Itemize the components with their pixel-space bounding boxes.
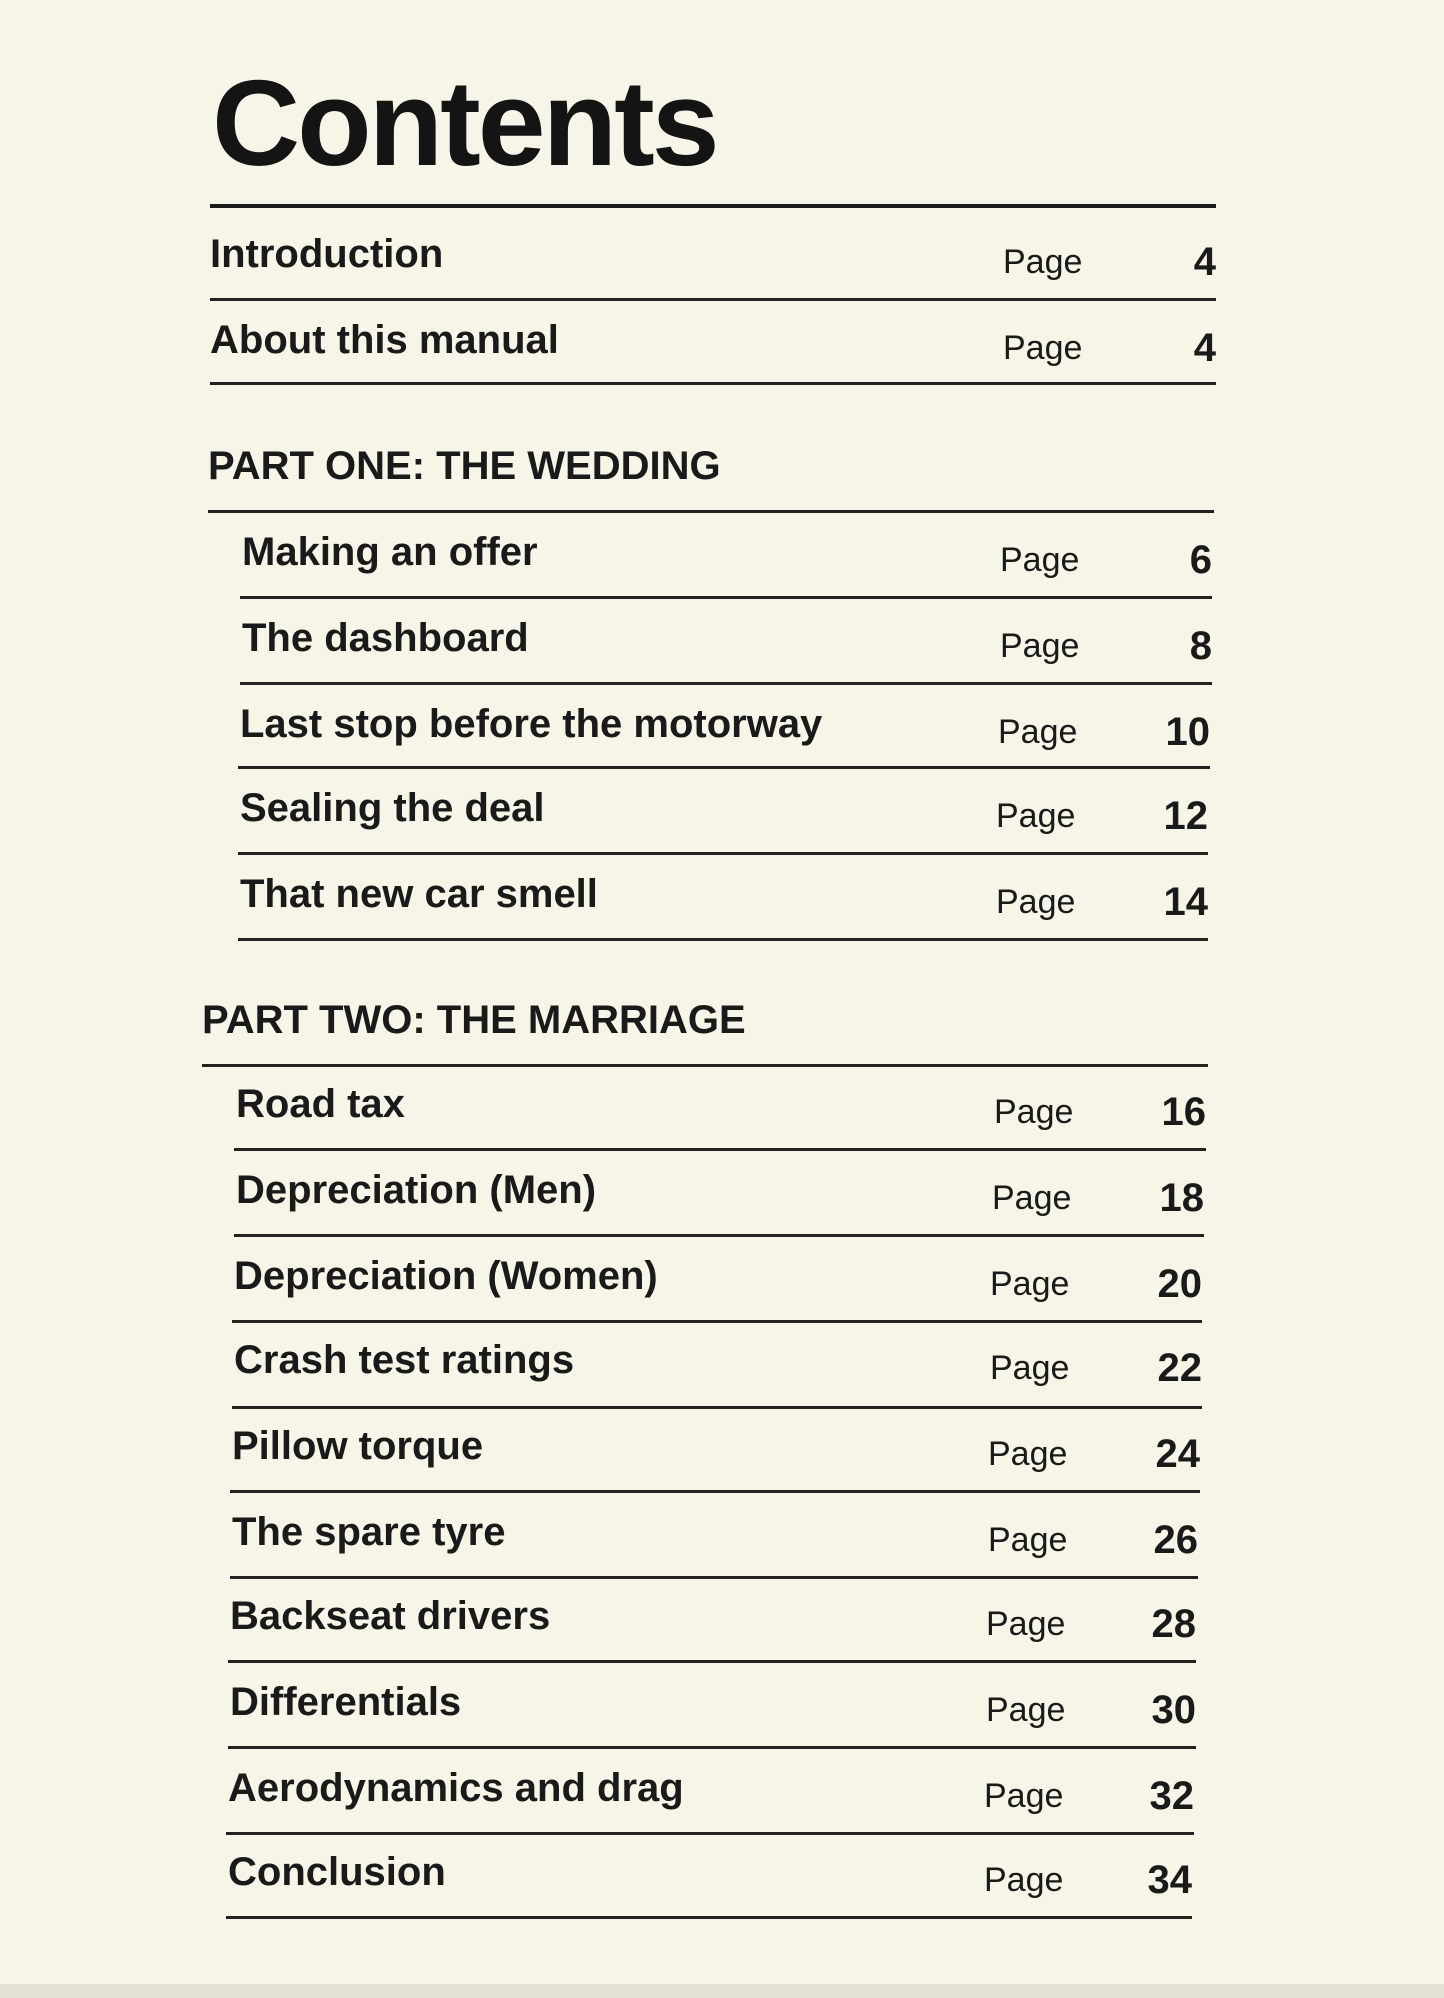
toc-page-word: Page xyxy=(984,1861,1064,1899)
toc-entry-label: Last stop before the motorway xyxy=(240,702,823,746)
part-one-heading: PART ONE: THE WEDDING xyxy=(208,444,721,488)
toc-entry-depreciation-women[interactable] xyxy=(234,1246,1202,1306)
entry-rule xyxy=(240,682,1212,685)
toc-entry-label: That new car smell xyxy=(240,872,598,916)
toc-page-number: 4 xyxy=(1193,326,1216,370)
part-two-rule xyxy=(202,1064,1208,1067)
toc-page-word: Page xyxy=(1003,329,1083,367)
toc-entry-label: Sealing the deal xyxy=(240,786,545,830)
toc-page-word: Page xyxy=(988,1521,1068,1559)
scan-edge xyxy=(0,1984,1444,1998)
toc-page-number: 28 xyxy=(1151,1602,1196,1646)
entry-rule xyxy=(238,766,1210,769)
toc-page-word: Page xyxy=(1000,627,1080,665)
toc-page-number: 18 xyxy=(1159,1176,1204,1220)
entry-rule xyxy=(228,1660,1196,1663)
toc-entry-label: Making an offer xyxy=(242,530,538,574)
toc-page-number: 20 xyxy=(1157,1262,1202,1306)
entry-rule xyxy=(234,1148,1206,1151)
toc-entry-label: Depreciation (Men) xyxy=(236,1168,597,1212)
entry-rule xyxy=(240,596,1212,599)
toc-entry-making-an-offer[interactable] xyxy=(242,522,1212,582)
page-title: Contents xyxy=(212,55,717,191)
toc-entry-label: Road tax xyxy=(236,1082,405,1126)
part-one-rule xyxy=(208,510,1214,513)
toc-entry-the-dashboard[interactable] xyxy=(242,608,1212,668)
toc-entry-label: Backseat drivers xyxy=(230,1594,551,1638)
toc-entry-aerodynamics[interactable] xyxy=(228,1758,1194,1818)
toc-page-word: Page xyxy=(994,1093,1074,1131)
toc-page-number: 30 xyxy=(1151,1688,1196,1732)
toc-entry-spare-tyre[interactable] xyxy=(232,1502,1198,1562)
toc-page-number: 24 xyxy=(1155,1432,1200,1476)
toc-entry-introduction[interactable] xyxy=(210,224,1216,284)
toc-page-word: Page xyxy=(988,1435,1068,1473)
toc-entry-differentials[interactable] xyxy=(230,1672,1196,1732)
entry-rule xyxy=(226,1916,1192,1919)
entry-rule xyxy=(234,1234,1204,1237)
part-two-heading: PART TWO: THE MARRIAGE xyxy=(202,998,746,1042)
toc-page-number: 12 xyxy=(1163,794,1208,838)
entry-rule xyxy=(226,1832,1194,1835)
toc-page-word: Page xyxy=(990,1349,1070,1387)
toc-entry-about-this-manual[interactable] xyxy=(210,310,1216,370)
toc-entry-depreciation-men[interactable] xyxy=(236,1160,1204,1220)
entry-rule xyxy=(232,1320,1202,1323)
toc-entry-label: About this manual xyxy=(210,318,559,362)
toc-entry-last-stop[interactable] xyxy=(240,694,1210,754)
entry-rule xyxy=(238,938,1208,941)
toc-page-word: Page xyxy=(990,1265,1070,1303)
toc-page-word: Page xyxy=(1003,243,1083,281)
entry-rule xyxy=(230,1576,1198,1579)
toc-page-word: Page xyxy=(992,1179,1072,1217)
toc-page-word: Page xyxy=(998,713,1078,751)
toc-page-number: 32 xyxy=(1149,1774,1194,1818)
toc-page-word: Page xyxy=(984,1777,1064,1815)
toc-entry-label: Differentials xyxy=(230,1680,462,1724)
toc-page-word: Page xyxy=(996,883,1076,921)
toc-page-number: 10 xyxy=(1165,710,1210,754)
toc-entry-label: Aerodynamics and drag xyxy=(228,1766,684,1810)
toc-page-number: 4 xyxy=(1193,240,1216,284)
entry-rule xyxy=(232,1406,1202,1409)
entry-rule xyxy=(230,1490,1200,1493)
entry-rule xyxy=(228,1746,1196,1749)
entry-rule xyxy=(210,382,1216,385)
toc-page-word: Page xyxy=(986,1691,1066,1729)
toc-entry-label: The spare tyre xyxy=(232,1510,506,1554)
toc-page-word: Page xyxy=(1000,541,1080,579)
toc-page-number: 8 xyxy=(1189,624,1212,668)
toc-page-number: 14 xyxy=(1163,880,1208,924)
title-rule xyxy=(210,204,1216,208)
toc-entry-crash-test-ratings[interactable] xyxy=(234,1330,1202,1390)
toc-entry-label: The dashboard xyxy=(242,616,529,660)
toc-entry-label: Pillow torque xyxy=(232,1424,484,1468)
toc-entry-conclusion[interactable] xyxy=(228,1842,1192,1902)
toc-page-number: 16 xyxy=(1161,1090,1206,1134)
toc-page-number: 6 xyxy=(1189,538,1212,582)
toc-entry-backseat-drivers[interactable] xyxy=(230,1586,1196,1646)
toc-page-number: 22 xyxy=(1157,1346,1202,1390)
entry-rule xyxy=(210,298,1216,301)
toc-page-number: 34 xyxy=(1147,1858,1192,1902)
toc-entry-pillow-torque[interactable] xyxy=(232,1416,1200,1476)
entry-rule xyxy=(238,852,1208,855)
toc-entry-sealing-the-deal[interactable] xyxy=(240,778,1208,838)
toc-entry-label: Introduction xyxy=(210,232,444,276)
toc-page-word: Page xyxy=(996,797,1076,835)
toc-page-number: 26 xyxy=(1153,1518,1198,1562)
toc-entry-road-tax[interactable] xyxy=(236,1074,1206,1134)
toc-entry-label: Crash test ratings xyxy=(234,1338,575,1382)
toc-page-word: Page xyxy=(986,1605,1066,1643)
toc-entry-label: Depreciation (Women) xyxy=(234,1254,658,1298)
toc-entry-new-car-smell[interactable] xyxy=(240,864,1208,924)
toc-entry-label: Conclusion xyxy=(228,1850,446,1894)
